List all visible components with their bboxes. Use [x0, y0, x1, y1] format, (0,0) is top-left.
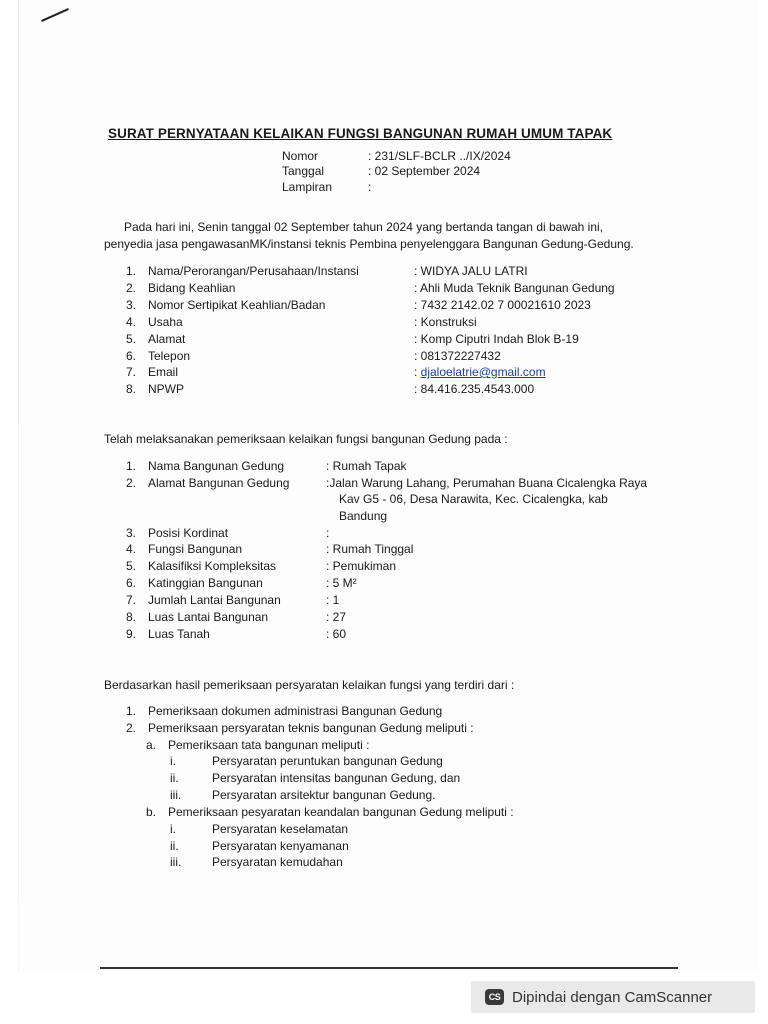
- item-number: iii.: [170, 788, 182, 802]
- item-number: 9.: [126, 627, 137, 641]
- item-label: Fungsi Bangunan: [148, 542, 243, 556]
- meta-value: : 231/SLF-BCLR ../IX/2024: [368, 149, 511, 163]
- item-label: Katinggian Bangunan: [148, 576, 263, 590]
- item-label: Jumlah Lantai Bangunan: [148, 593, 281, 607]
- item-text: Pemeriksaan dokumen administrasi Bangunan Gedung: [148, 704, 443, 718]
- item-value: : Konstruksi: [414, 315, 477, 329]
- item-text: Persyaratan keselamatan: [212, 822, 349, 836]
- item-number: 2.: [126, 721, 137, 735]
- item-text: Pemeriksaan pesyaratan keandalan bangunan Gedung meliputi :: [168, 805, 514, 819]
- item-label: Telepon: [148, 349, 191, 363]
- item-text: Pemeriksaan persyaratan teknis bangunan Gedung meliputi :: [148, 721, 474, 735]
- camscanner-watermark: [471, 981, 755, 1013]
- item-number: ii.: [170, 839, 179, 853]
- item-value: : Rumah Tapak: [326, 459, 407, 473]
- item-text: Pemeriksaan tata bangunan meliputi :: [168, 738, 370, 752]
- item-value: : 27: [326, 610, 347, 624]
- item-number: 1.: [126, 704, 137, 718]
- email-value: [414, 364, 546, 380]
- address-line-1: :Jalan Warung Lahang, Perumahan Buana Cicalengka Raya: [326, 476, 648, 490]
- meta-value: : 02 September 2024: [368, 164, 481, 178]
- item-label: Luas Lantai Bangunan: [148, 610, 269, 624]
- item-number: ii.: [170, 771, 179, 785]
- item-value: : Rumah Tinggal: [326, 542, 414, 556]
- inspection-intro: Telah melaksanakan pemeriksaan kelaikan fungsi bangunan Gedung pada :: [104, 432, 508, 446]
- watermark-text: Dipindai dengan CamScanner: [512, 988, 713, 1006]
- item-number: 6.: [126, 576, 137, 590]
- address-line-3: Bandung: [339, 509, 388, 523]
- item-value: : 60: [326, 627, 347, 641]
- item-number: 6.: [126, 349, 137, 363]
- item-label: Posisi Kordinat: [148, 526, 229, 540]
- item-text: Persyaratan peruntukan bangunan Gedung: [212, 754, 443, 768]
- item-value: : 84.416.235.4543.000: [414, 382, 535, 396]
- results-intro: Berdasarkan hasil pemeriksaan persyaratan kelaikan fungsi yang terdiri dari :: [104, 678, 515, 692]
- item-number: iii.: [170, 855, 182, 869]
- item-value: : 1: [326, 593, 340, 607]
- item-label: NPWP: [148, 382, 184, 396]
- item-value: : 5 M²: [326, 576, 357, 590]
- item-value: : Komp Ciputri Indah Blok B-19: [414, 332, 579, 346]
- camscanner-logo-icon: CS: [485, 989, 504, 1005]
- item-label: Bidang Keahlian: [148, 281, 236, 295]
- item-text: Persyaratan kemudahan: [212, 855, 343, 869]
- item-label: Nomor Sertipikat Keahlian/Badan: [148, 298, 326, 312]
- item-number: i.: [170, 754, 176, 768]
- item-number: b.: [146, 805, 157, 819]
- item-number: i.: [170, 822, 176, 836]
- meta-label: Lampiran: [282, 180, 333, 194]
- item-label: Nama Bangunan Gedung: [148, 459, 285, 473]
- item-label: Alamat Bangunan Gedung: [148, 476, 290, 490]
- intro-line-1: Pada hari ini, Senin tanggal 02 September tahun 2024 yang bertanda tangan di bawah ini,: [124, 220, 604, 234]
- item-label: Usaha: [148, 315, 183, 329]
- item-number: 2.: [126, 476, 137, 490]
- item-number: 4.: [126, 542, 137, 556]
- item-number: 7.: [126, 365, 137, 379]
- item-label: Luas Tanah: [148, 627, 210, 641]
- item-number: 1.: [126, 264, 137, 278]
- item-label: Email: [148, 365, 179, 379]
- meta-value: :: [368, 180, 372, 194]
- item-number: 5.: [126, 559, 137, 573]
- address-line-2: Kav G5 - 06, Desa Narawita, Kec. Cicalengka, kab: [339, 492, 608, 506]
- item-text: Persyaratan kenyamanan: [212, 839, 349, 853]
- intro-line-2: penyedia jasa pengawasanMK/instansi teknis Pembina penyelenggara Bangunan Gedung-Gedung.: [104, 237, 634, 251]
- item-value: : 7432 2142.02 7 00021610 2023: [414, 298, 591, 312]
- colon: :: [414, 365, 421, 379]
- item-number: 8.: [126, 610, 137, 624]
- item-number: 1.: [126, 459, 137, 473]
- meta-label: Nomor: [282, 149, 319, 163]
- item-label: Kalasifiksi Kompleksitas: [148, 559, 277, 573]
- email-link[interactable]: djaloelatrie@gmail.com: [420, 365, 546, 379]
- page-bottom-rule: [100, 967, 678, 969]
- item-value: : Pemukiman: [326, 559, 397, 573]
- item-number: 3.: [126, 298, 137, 312]
- item-text: Persyaratan arsitektur bangunan Gedung.: [212, 788, 436, 802]
- item-label: Alamat: [148, 332, 186, 346]
- item-number: 5.: [126, 332, 137, 346]
- item-number: 2.: [126, 281, 137, 295]
- item-number: 7.: [126, 593, 137, 607]
- item-text: Persyaratan intensitas bangunan Gedung, dan: [212, 771, 461, 785]
- item-value: : 081372227432: [414, 349, 501, 363]
- item-value: : WIDYA JALU LATRI: [414, 264, 528, 278]
- item-value: :: [326, 526, 330, 540]
- item-number: 4.: [126, 315, 137, 329]
- item-label: Nama/Perorangan/Perusahaan/Instansi: [148, 264, 359, 278]
- item-number: a.: [146, 738, 157, 752]
- document-title: SURAT PERNYATAAN KELAIKAN FUNGSI BANGUNAN RUMAH UMUM TAPAK: [108, 126, 613, 141]
- item-number: 8.: [126, 382, 137, 396]
- item-value: : Ahli Muda Teknik Bangunan Gedung: [414, 281, 615, 295]
- item-number: 3.: [126, 526, 137, 540]
- meta-label: Tanggal: [282, 164, 325, 178]
